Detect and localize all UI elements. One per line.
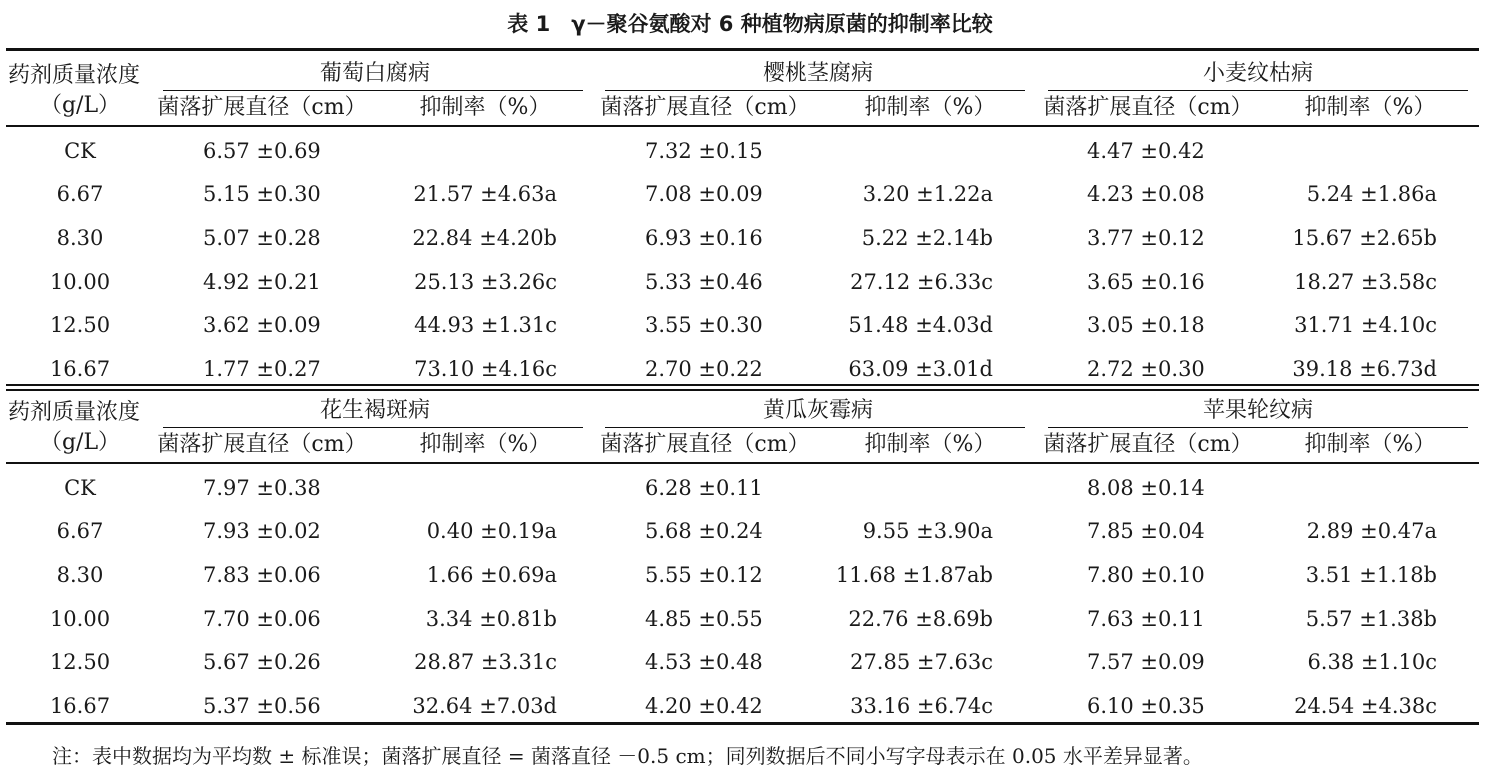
- pathogen-header: 樱桃茎腐病: [762, 61, 874, 86]
- concentration-unit: （g/L）: [39, 430, 121, 455]
- row-concentration: 8.30: [56, 563, 104, 587]
- pathogen-sub-rule: [163, 427, 583, 428]
- cell-inhibition-rate: 27.12 ±6.33c: [850, 270, 993, 294]
- cell-inhibition-rate: 5.22 ±2.14b: [861, 226, 993, 250]
- col-header-rate: 抑制率（%）: [864, 432, 996, 457]
- pathogen-sub-rule: [605, 427, 1025, 428]
- row-concentration: 6.67: [56, 182, 104, 206]
- cell-colony-diameter: 5.33 ±0.46: [645, 270, 763, 294]
- row-concentration: 12.50: [49, 650, 111, 674]
- cell-inhibition-rate: 15.67 ±2.65b: [1292, 226, 1437, 250]
- cell-inhibition-rate: 25.13 ±3.26c: [414, 270, 557, 294]
- cell-colony-diameter: 5.68 ±0.24: [645, 519, 763, 543]
- cell-inhibition-rate: 3.20 ±1.22a: [862, 182, 993, 206]
- cell-colony-diameter: 7.85 ±0.04: [1087, 519, 1205, 543]
- cell-colony-diameter: 7.80 ±0.10: [1087, 563, 1205, 587]
- pathogen-sub-rule: [1048, 427, 1468, 428]
- cell-inhibition-rate: 3.34 ±0.81b: [425, 607, 557, 631]
- section-divider-rule-2: [6, 389, 1479, 391]
- cell-inhibition-rate: 63.09 ±3.01d: [848, 357, 993, 381]
- concentration-unit: （g/L）: [39, 93, 121, 118]
- cell-inhibition-rate: 28.87 ±3.31c: [414, 650, 557, 674]
- cell-colony-diameter: 7.63 ±0.11: [1087, 607, 1205, 631]
- cell-colony-diameter: 2.70 ±0.22: [645, 357, 763, 381]
- col-header-rate: 抑制率（%）: [1304, 432, 1436, 457]
- cell-inhibition-rate: 22.84 ±4.20b: [412, 226, 557, 250]
- pathogen-header: 黄瓜灰霉病: [762, 398, 874, 423]
- cell-inhibition-rate: 24.54 ±4.38c: [1294, 694, 1437, 718]
- col-header-diameter: 菌落扩展直径（cm）: [600, 432, 810, 457]
- cell-colony-diameter: 3.55 ±0.30: [645, 313, 763, 337]
- cell-colony-diameter: 4.53 ±0.48: [645, 650, 763, 674]
- cell-colony-diameter: 3.62 ±0.09: [203, 313, 321, 337]
- row-concentration: 16.67: [49, 694, 111, 718]
- cell-colony-diameter: 7.93 ±0.02: [203, 519, 321, 543]
- table-top-rule: [6, 48, 1479, 51]
- row-concentration: CK: [64, 476, 96, 500]
- cell-colony-diameter: 4.20 ±0.42: [645, 694, 763, 718]
- cell-inhibition-rate: 18.27 ±3.58c: [1294, 270, 1437, 294]
- cell-inhibition-rate: 39.18 ±6.73d: [1292, 357, 1437, 381]
- cell-inhibition-rate: 51.48 ±4.03d: [848, 313, 993, 337]
- row-concentration: 12.50: [49, 313, 111, 337]
- col-header-diameter: 菌落扩展直径（cm）: [1043, 432, 1253, 457]
- pathogen-sub-rule: [1048, 90, 1468, 91]
- cell-colony-diameter: 6.10 ±0.35: [1087, 694, 1205, 718]
- cell-colony-diameter: 7.57 ±0.09: [1087, 650, 1205, 674]
- col-header-rate: 抑制率（%）: [864, 95, 996, 120]
- cell-inhibition-rate: 5.24 ±1.86a: [1306, 182, 1437, 206]
- cell-inhibition-rate: 27.85 ±7.63c: [850, 650, 993, 674]
- cell-inhibition-rate: 32.64 ±7.03d: [412, 694, 557, 718]
- table-title: 表 1 γ－聚谷氨酸对 6 种植物病原菌的抑制率比较: [507, 12, 993, 36]
- col-header-rate: 抑制率（%）: [419, 95, 551, 120]
- cell-colony-diameter: 4.92 ±0.21: [203, 270, 321, 294]
- col-header-rate: 抑制率（%）: [1304, 95, 1436, 120]
- cell-inhibition-rate: 0.40 ±0.19a: [426, 519, 557, 543]
- cell-colony-diameter: 4.23 ±0.08: [1087, 182, 1205, 206]
- header-bottom-rule: [6, 125, 1479, 127]
- cell-inhibition-rate: 3.51 ±1.18b: [1305, 563, 1437, 587]
- cell-colony-diameter: 1.77 ±0.27: [203, 357, 321, 381]
- table-footnote: 注：表中数据均为平均数 ± 标准误；菌落扩展直径 = 菌落直径 －0.5 cm；同列数据后不同小写字母表示在 0.05 水平差异显著。: [52, 744, 1203, 768]
- cell-colony-diameter: 5.07 ±0.28: [203, 226, 321, 250]
- cell-inhibition-rate: 6.38 ±1.10c: [1307, 650, 1437, 674]
- cell-inhibition-rate: 5.57 ±1.38b: [1305, 607, 1437, 631]
- cell-colony-diameter: 7.97 ±0.38: [203, 476, 321, 500]
- cell-colony-diameter: 3.05 ±0.18: [1087, 313, 1205, 337]
- cell-colony-diameter: 8.08 ±0.14: [1087, 476, 1205, 500]
- pathogen-header: 花生褐斑病: [319, 398, 431, 423]
- col-header-diameter: 菌落扩展直径（cm）: [157, 432, 367, 457]
- cell-colony-diameter: 7.08 ±0.09: [645, 182, 763, 206]
- cell-colony-diameter: 6.57 ±0.69: [203, 139, 321, 163]
- cell-colony-diameter: 4.47 ±0.42: [1087, 139, 1205, 163]
- cell-colony-diameter: 2.72 ±0.30: [1087, 357, 1205, 381]
- pathogen-header: 小麦纹枯病: [1202, 61, 1314, 86]
- cell-inhibition-rate: 44.93 ±1.31c: [414, 313, 557, 337]
- pathogen-header: 苹果轮纹病: [1202, 398, 1314, 423]
- cell-inhibition-rate: 11.68 ±1.87ab: [835, 563, 993, 587]
- concentration-header: 药剂质量浓度: [8, 63, 141, 88]
- col-header-rate: 抑制率（%）: [419, 432, 551, 457]
- cell-colony-diameter: 3.77 ±0.12: [1087, 226, 1205, 250]
- cell-inhibition-rate: 31.71 ±4.10c: [1294, 313, 1437, 337]
- row-concentration: 10.00: [49, 607, 111, 631]
- cell-colony-diameter: 6.28 ±0.11: [645, 476, 763, 500]
- cell-colony-diameter: 7.70 ±0.06: [203, 607, 321, 631]
- cell-inhibition-rate: 1.66 ±0.69a: [426, 563, 557, 587]
- cell-colony-diameter: 3.65 ±0.16: [1087, 270, 1205, 294]
- cell-inhibition-rate: 73.10 ±4.16c: [414, 357, 557, 381]
- cell-colony-diameter: 5.15 ±0.30: [203, 182, 321, 206]
- col-header-diameter: 菌落扩展直径（cm）: [1043, 95, 1253, 120]
- pathogen-header: 葡萄白腐病: [319, 61, 431, 86]
- col-header-diameter: 菌落扩展直径（cm）: [600, 95, 810, 120]
- cell-colony-diameter: 5.55 ±0.12: [645, 563, 763, 587]
- cell-inhibition-rate: 9.55 ±3.90a: [862, 519, 993, 543]
- cell-colony-diameter: 7.83 ±0.06: [203, 563, 321, 587]
- cell-inhibition-rate: 22.76 ±8.69b: [848, 607, 993, 631]
- concentration-header: 药剂质量浓度: [8, 400, 141, 425]
- cell-colony-diameter: 4.85 ±0.55: [645, 607, 763, 631]
- col-header-diameter: 菌落扩展直径（cm）: [157, 95, 367, 120]
- row-concentration: 8.30: [56, 226, 104, 250]
- row-concentration: 10.00: [49, 270, 111, 294]
- pathogen-sub-rule: [163, 90, 583, 91]
- cell-colony-diameter: 5.37 ±0.56: [203, 694, 321, 718]
- header-bottom-rule-2: [6, 462, 1479, 464]
- row-concentration: 6.67: [56, 519, 104, 543]
- pathogen-sub-rule: [605, 90, 1025, 91]
- cell-colony-diameter: 6.93 ±0.16: [645, 226, 763, 250]
- row-concentration: CK: [64, 139, 96, 163]
- cell-colony-diameter: 7.32 ±0.15: [645, 139, 763, 163]
- row-concentration: 16.67: [49, 357, 111, 381]
- table-bottom-rule: [6, 722, 1479, 725]
- section-divider-rule-1: [6, 384, 1479, 386]
- cell-inhibition-rate: 2.89 ±0.47a: [1306, 519, 1437, 543]
- cell-inhibition-rate: 21.57 ±4.63a: [413, 182, 557, 206]
- cell-colony-diameter: 5.67 ±0.26: [203, 650, 321, 674]
- cell-inhibition-rate: 33.16 ±6.74c: [850, 694, 993, 718]
